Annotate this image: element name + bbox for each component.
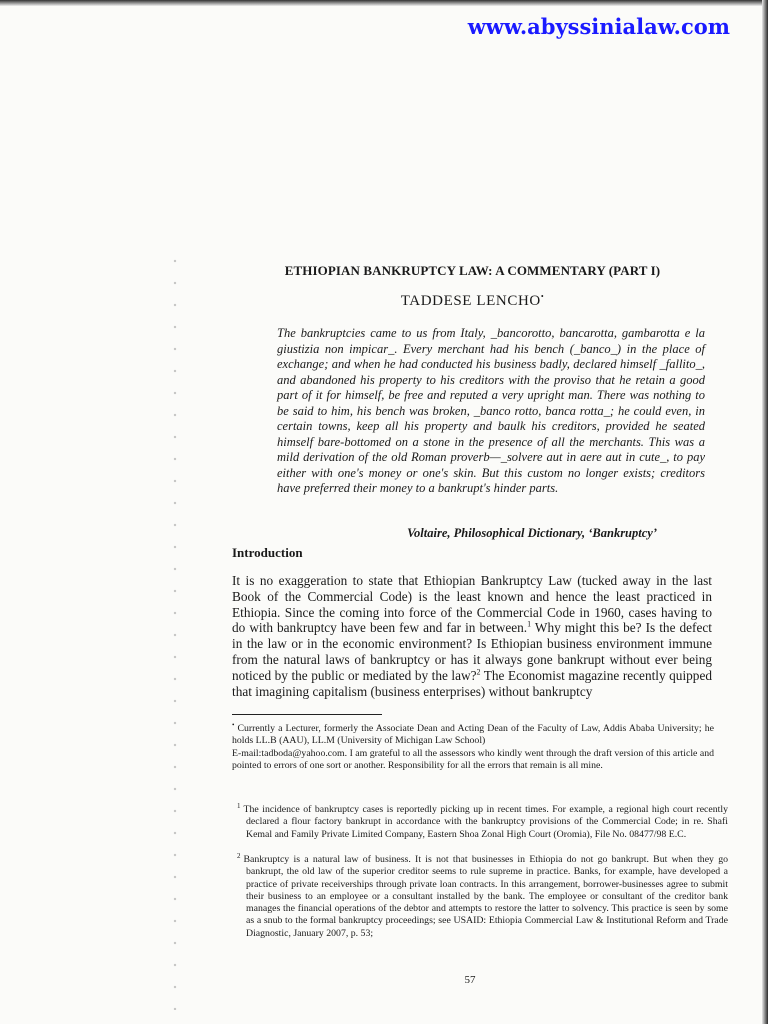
site-url-link[interactable]: www.abyssinialaw.com — [467, 14, 730, 39]
footnote-2-text: Bankruptcy is a natural law of business. It is not that businesses in Ethiopia do not go bankrupt. But when they go bankrupt, the old law of the superior creditor seems to rule supreme in practice. Banks, for example, have developed a practice of private receiverships through private loan contracts. In this arrangement, borrower-businesses agree to submit their business to an employee or a consultant installed by the bank. The employee or consultant of the creditor bank manages the financial operations of the debtor and attempts to restore the latter to solvency. This practice is seen by some as a snub to the formal bankruptcy proceedings; see USAID: Ethiopia Commercial Law & Institutional Reform and Trade Diagnostic, January 2007, p. 53; — [243, 854, 728, 939]
footnote-1 — [232, 801, 728, 841]
author-footnote-mark: • — [540, 292, 545, 301]
scan-edge-top — [0, 0, 768, 6]
footnote-1-text: The incidence of bankruptcy cases is reportedly picking up in recent times. For example, a regional high court recently declared a flour factory bankrupt in accordance with the bankruptcy provisions of the Commercial Code; in re. Shafi Kemal and Family Private Limited Company, Eastern Shoa Zonal High Court (Oromia), File No. 08477/98 E.C. — [243, 804, 728, 840]
footnote-author-affiliation — [232, 720, 714, 748]
intro-text-part1: It is no exaggeration to state that Ethiopian Bankruptcy Law (tucked away in the last Book of the Commercial Code) is the least known and hence the least practiced in Ethiopia. Since the coming into force of the Commercial Code in 1960, cases having to do with bankruptcy have been few and far in between. — [232, 573, 712, 636]
page-number: 57 — [464, 974, 476, 986]
intro-text-part3: The Economist magazine recently quipped that imagining capitalism (business enterprises) without bankruptcy — [232, 667, 712, 699]
footnote-author-text: Currently a Lecturer, formerly the Associate Dean and Acting Dean of the Faculty of Law, Addis Ababa University; he holds LL.B (AAU), LL.M (University of Michigan Law School) — [232, 723, 714, 747]
section-heading-introduction: Introduction — [232, 545, 303, 560]
footnote-author-acknowledgement: E-mail:tadboda@yahoo.com. I am grateful to all the assessors who kindly went through the draft version of this article and pointed to errors of one sort or another. Responsibility for all the errors that remain is all mine. — [232, 747, 714, 771]
footnote-2 — [232, 851, 728, 940]
article-title: ETHIOPIAN BANKRUPTCY LAW: A COMMENTARY (PART I) — [284, 263, 661, 278]
footnote-1-mark: 1 — [237, 801, 241, 810]
footnote-2-mark: 2 — [237, 851, 241, 860]
footnote-ref-1[interactable]: 1 — [527, 619, 532, 629]
footnote-ref-2[interactable]: 2 — [476, 667, 481, 677]
footnote-author-mark: • — [232, 720, 235, 729]
epigraph-source: Voltaire, Philosophical Dictionary, ‘Bankruptcy’ — [407, 526, 657, 540]
introduction-paragraph — [232, 573, 712, 699]
author-name — [200, 292, 745, 310]
scan-margin-specks — [168, 250, 182, 1010]
scan-edge-right — [762, 0, 768, 1024]
author-name-text: TADDESE LENCHO — [400, 293, 541, 309]
footnote-author — [232, 720, 714, 772]
epigraph-quote: The bankruptcies came to us from Italy, _bancorotto, bancarotta, gambarotta e la giustizia non impicar_. Every merchant had his bench (_banco_) in the place of exchange; and when he had conducted his business badly, declared himself _fallito_, and abandoned his property to his creditors with the proviso that he retain a good part of it for himself, be free and reputed a very upright man. There was nothing to be said to him, his bench was broken, _banco rotto, banca rotta_; he could even, in certain towns, keep all his property and baulk his creditors, provided he seated himself bare-bottomed on a stone in the presence of all the merchants. This was a mild derivation of the old Roman proverb—_solvere aut in aere aut in cute_, to pay either with one's money or one's skin. But this custom no longer exists; creditors have preferred their money to a bankrupt's hinder parts. — [277, 326, 705, 495]
footnote-divider — [232, 714, 382, 715]
intro-text-part2: Why might this be? Is the defect in the law or in the economic environment? Is Ethiopian business environment immune from the natural laws of bankruptcy or has it always gone bankrupt without ever being noticed by the public or mediated by the law? — [232, 620, 712, 683]
